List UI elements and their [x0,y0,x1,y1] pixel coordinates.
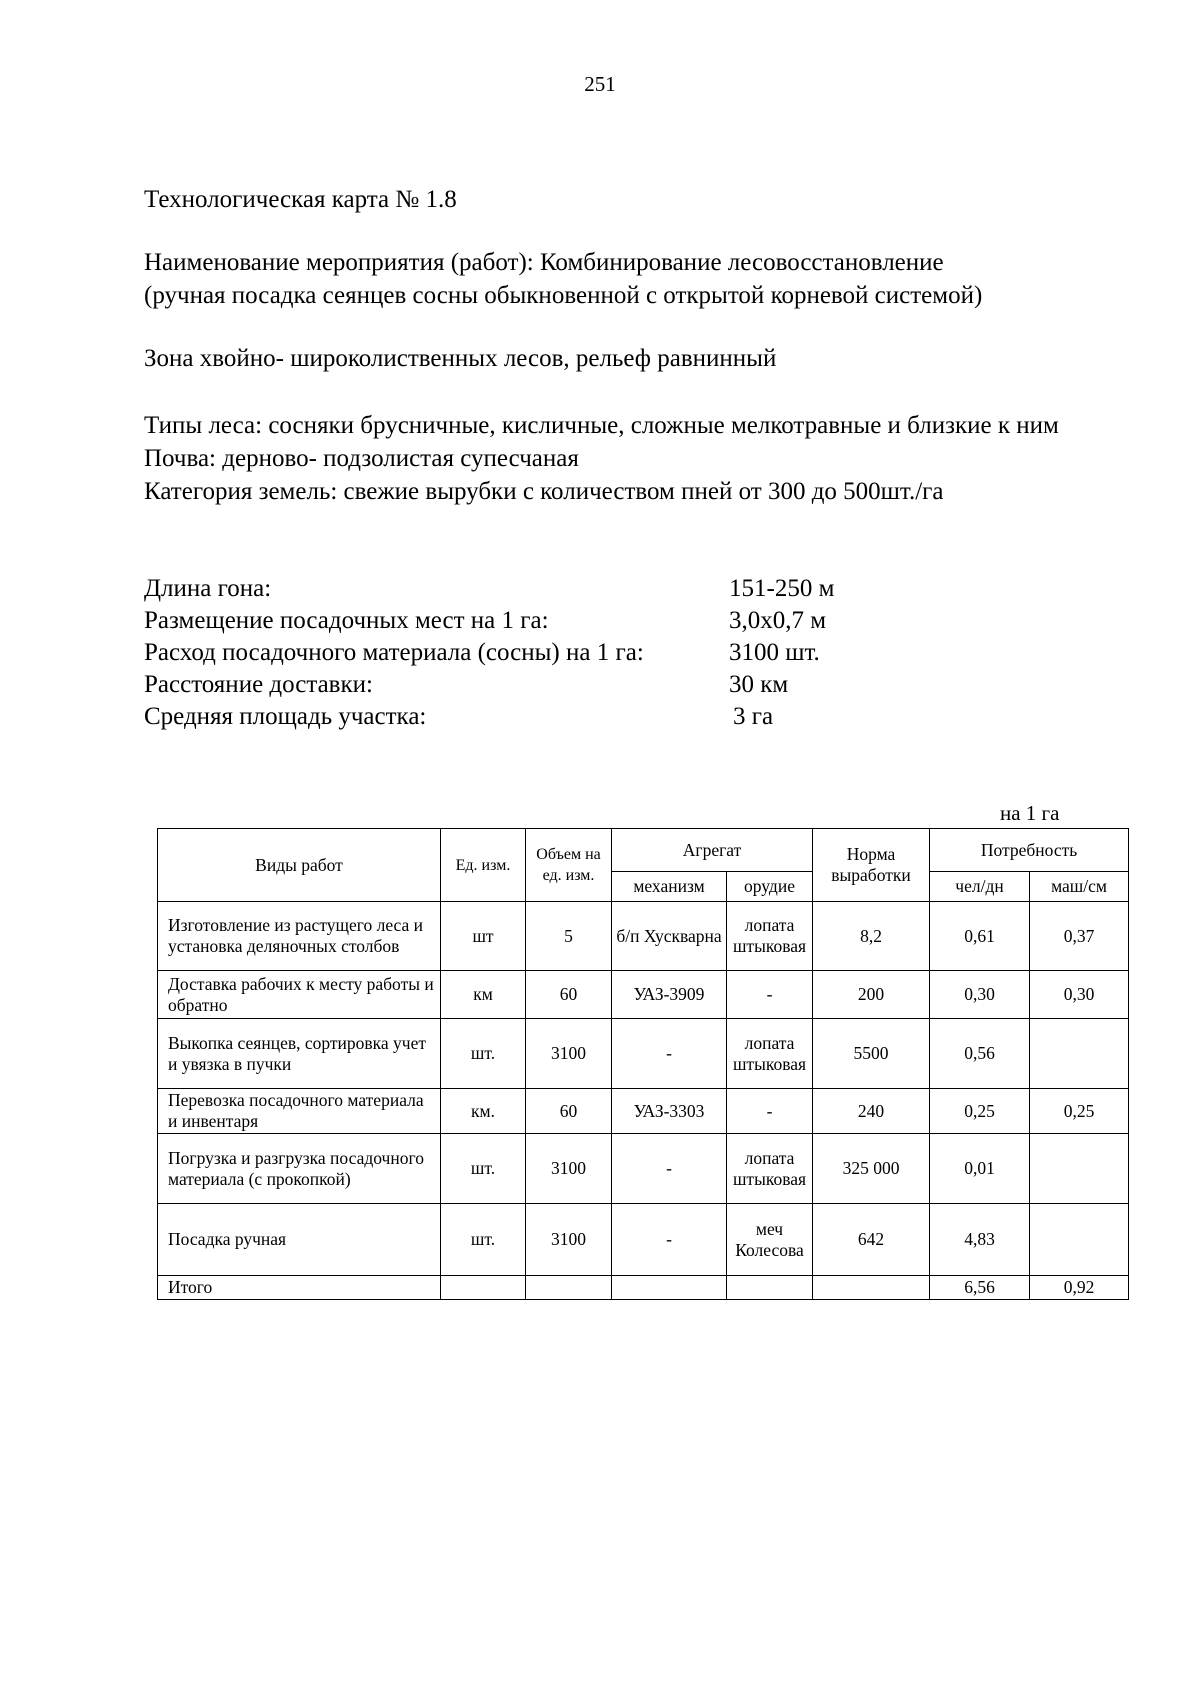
cell-machine-shifts: 0,25 [1030,1089,1129,1134]
param-label: Длина гона: [144,575,272,602]
param-row [144,573,1044,605]
works-table [157,828,1129,1300]
cell-kind: Выкопка сеянцев, сортировка учет и увязка в пучки [158,1019,441,1089]
table-row [158,1204,1129,1276]
cell-unit: шт. [441,1204,526,1276]
cell-machine-shifts [1030,1204,1129,1276]
card-title: Технологическая карта № 1.8 [144,186,457,213]
site-description [144,409,1154,508]
cell-kind: Итого [158,1276,441,1300]
cell-unit: шт [441,902,526,971]
cell-tool: - [727,971,813,1019]
cell-man-days: 0,30 [930,971,1030,1019]
param-value: 30 км [729,671,789,698]
param-label: Средняя площадь участка: [144,703,427,730]
header-mechanism: механизм [612,872,727,902]
cell-tool: меч Колесова [727,1204,813,1276]
param-value: 3100 шт. [729,639,820,666]
cell-volume: 3100 [526,1204,612,1276]
param-value: 151-250 м [729,575,835,602]
cell-tool [727,1276,813,1300]
activity-line-2: (ручная посадка сеянцев сосны обыкновенной с открытой корневой системой) [144,282,983,309]
cell-unit: км [441,971,526,1019]
table-header-row [158,829,1129,872]
header-man-days: чел/дн [930,872,1030,902]
cell-norm: 325 000 [813,1134,930,1204]
cell-mechanism: - [612,1204,727,1276]
cell-machine-shifts: 0,37 [1030,902,1129,971]
cell-kind: Изготовление из растущего леса и установка деляночных столбов [158,902,441,971]
cell-volume: 3100 [526,1134,612,1204]
cell-volume: 3100 [526,1019,612,1089]
table-row [158,971,1129,1019]
cell-tool: - [727,1089,813,1134]
table-row [158,902,1129,971]
header-machine-shifts: маш/см [1030,872,1129,902]
cell-machine-shifts: 0,92 [1030,1276,1129,1300]
cell-machine-shifts [1030,1019,1129,1089]
cell-unit: км. [441,1089,526,1134]
cell-volume: 60 [526,971,612,1019]
cell-tool: лопата штыковая [727,1019,813,1089]
land-category: Категория земель: свежие вырубки с количеством пней от 300 до 500шт./га [144,478,944,505]
header-norm: Норма выработки [813,829,930,902]
soil: Почва: дерново- подзолистая супесчаная [144,445,579,472]
cell-norm: 8,2 [813,902,930,971]
cell-man-days: 0,01 [930,1134,1030,1204]
table-row [158,1019,1129,1089]
cell-norm: 642 [813,1204,930,1276]
param-label: Размещение посадочных мест на 1 га: [144,607,549,634]
cell-norm [813,1276,930,1300]
cell-man-days: 6,56 [930,1276,1030,1300]
header-tool: орудие [727,872,813,902]
cell-norm: 240 [813,1089,930,1134]
cell-volume: 60 [526,1089,612,1134]
param-row [144,669,1044,701]
header-kind: Виды работ [158,829,441,902]
param-value: 3 га [733,703,774,730]
cell-man-days: 0,61 [930,902,1030,971]
param-value: 3,0х0,7 м [729,607,827,634]
cell-unit: шт. [441,1019,526,1089]
table-row [158,1089,1129,1134]
work-parameters [144,573,1044,733]
header-need: Потребность [930,829,1129,872]
cell-man-days: 0,56 [930,1019,1030,1089]
cell-tool: лопата штыковая [727,902,813,971]
cell-volume [526,1276,612,1300]
unit-note: на 1 га [1000,801,1060,825]
header-volume: Объем на ед. изм. [526,829,612,902]
cell-man-days: 4,83 [930,1204,1030,1276]
cell-unit: шт. [441,1134,526,1204]
cell-mechanism: УАЗ-3303 [612,1089,727,1134]
page-number: 251 [584,72,616,96]
param-label: Расстояние доставки: [144,671,373,698]
table-total-row [158,1276,1129,1300]
cell-tool: лопата штыковая [727,1134,813,1204]
activity-name [144,246,1154,312]
cell-machine-shifts: 0,30 [1030,971,1129,1019]
cell-kind: Погрузка и разгрузка посадочного материала (с прокопкой) [158,1134,441,1204]
cell-norm: 200 [813,971,930,1019]
cell-volume: 5 [526,902,612,971]
forest-zone: Зона хвойно- широколиственных лесов, рельеф равнинный [144,345,777,372]
cell-man-days: 0,25 [930,1089,1030,1134]
cell-kind: Посадка ручная [158,1204,441,1276]
header-aggregate: Агрегат [612,829,813,872]
cell-norm: 5500 [813,1019,930,1089]
table-row [158,1134,1129,1204]
cell-mechanism: - [612,1134,727,1204]
param-label: Расход посадочного материала (сосны) на 1 га: [144,639,644,666]
cell-mechanism: б/п Хускварна [612,902,727,971]
cell-mechanism: - [612,1019,727,1089]
param-row [144,637,1044,669]
activity-line-1: Наименование мероприятия (работ): Комбинирование лесовосстановление [144,249,944,276]
cell-unit [441,1276,526,1300]
cell-kind: Доставка рабочих к месту работы и обратно [158,971,441,1019]
cell-machine-shifts [1030,1134,1129,1204]
cell-mechanism: УАЗ-3909 [612,971,727,1019]
param-row [144,701,1044,733]
param-row [144,605,1044,637]
cell-mechanism [612,1276,727,1300]
header-unit: Ед. изм. [441,829,526,902]
cell-kind: Перевозка посадочного материала и инвентаря [158,1089,441,1134]
forest-types: Типы леса: сосняки брусничные, кисличные, сложные мелкотравные и близкие к ним [144,412,1059,439]
